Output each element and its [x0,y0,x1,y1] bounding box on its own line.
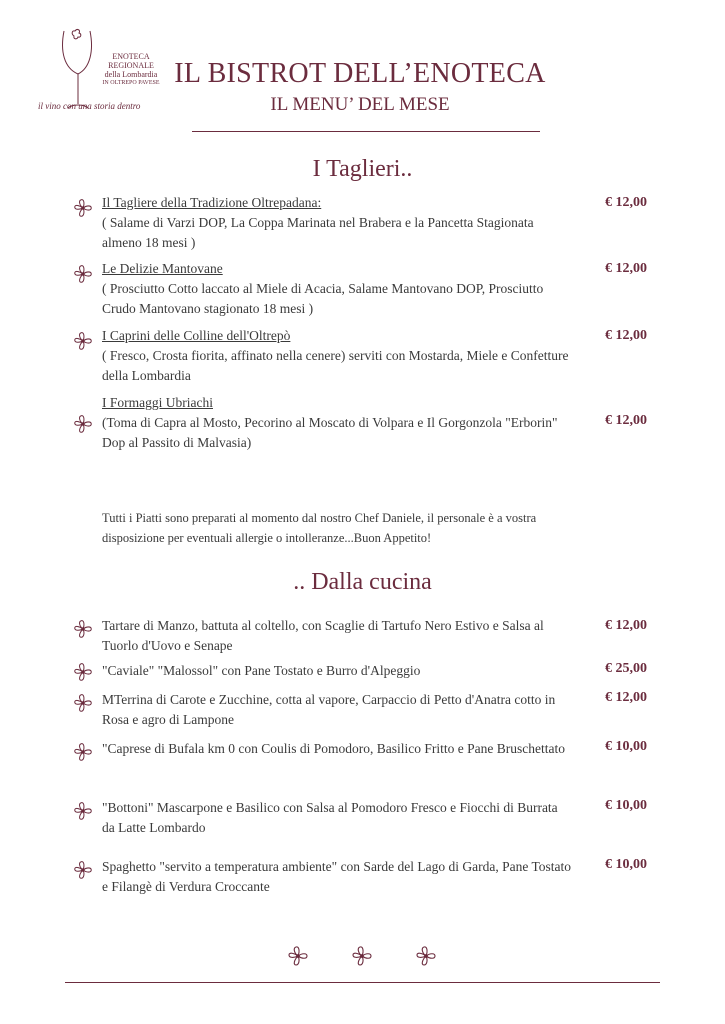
item-price: € 12,00 [605,413,647,428]
section-title-cucina: .. Dalla cucina [293,569,432,595]
flower-icon [72,800,94,822]
flower-icon [72,413,94,435]
flower-icon [72,618,94,640]
item-description: "Caviale" "Malossol" con Pane Tostato e Burro d'Alpeggio [102,663,421,678]
item-price: € 12,00 [605,690,647,705]
flower-icon [350,944,374,968]
flower-icon [72,859,94,881]
flower-icon [72,197,94,219]
item-description [102,193,572,253]
flower-icon [72,692,94,714]
item-description [102,259,572,319]
item-name: Il Tagliere della Tradizione Oltrepadana: [102,195,322,210]
flower-icon [72,330,94,352]
section-title-taglieri: I Taglieri.. [312,156,413,182]
item-detail: ( Fresco, Crosta fiorita, affinato nella cenere) serviti con Mostarda, Miele e Confetture della Lombardia [102,348,569,383]
logo-line-3: della Lombardia [104,70,158,79]
item-description [102,326,572,386]
item-description: "Bottoni" Mascarpone e Basilico con Salsa al Pomodoro Fresco e Fiocchi di Burrata da Latte Lombardo [102,800,558,835]
tagline: il vino con una storia dentro [38,101,141,111]
item-description: "Caprese di Bufala km 0 con Coulis di Pomodoro, Basilico Fritto e Pane Bruschettato [102,741,565,756]
item-detail: ( Salame di Varzi DOP, La Coppa Marinata nel Brabera e la Pancetta Stagionata almeno 18 mesi ) [102,215,534,250]
item-price: € 12,00 [605,195,647,210]
divider-top [192,131,540,132]
flower-icon [286,944,310,968]
item-price: € 10,00 [605,739,647,754]
chef-note: Tutti i Piatti sono preparati al momento dal nostro Chef Daniele, il personale è a vostra disposizione per eventuali allergie o intolleranze...Buon Appetito! [102,511,537,545]
item-price: € 25,00 [605,661,647,676]
flower-icon [72,661,94,683]
item-name: I Formaggi Ubriachi [102,395,213,410]
item-price: € 10,00 [605,798,647,813]
item-detail: (Toma di Capra al Mosto, Pecorino al Moscato di Volpara e Il Gorgonzola "Erborin" Dop al Passito di Malvasia) [102,415,558,450]
flower-icon [72,741,94,763]
flower-icon [72,263,94,285]
item-name: I Caprini delle Colline dell'Oltrepò [102,328,291,343]
page-subtitle: IL MENU’ DEL MESE [270,94,450,115]
item-description [102,393,572,453]
item-description: MTerrina di Carote e Zucchine, cotta al vapore, Carpaccio di Petto d'Anatra cotto in Rosa e agro di Lampone [102,692,556,727]
item-description: Spaghetto "servito a temperatura ambiente" con Sarde del Lago di Garda, Pane Tostato e Filangè di Verdura Croccante [102,859,572,894]
flower-icon [414,944,438,968]
logo-line-4: IN OLTREPO PAVESE [102,80,160,86]
item-price: € 12,00 [605,328,647,343]
item-description: Tartare di Manzo, battuta al coltello, con Scaglie di Tartufo Nero Estivo e Salsa al Tuorlo d'Uovo e Senape [102,618,544,653]
item-name: Le Delizie Mantovane [102,261,223,276]
item-price: € 12,00 [605,261,647,276]
item-price: € 12,00 [605,618,647,633]
item-price: € 10,00 [605,857,647,872]
logo-line-2: REGIONALE [108,61,154,70]
page-title: IL BISTROT DELL’ENOTECA [174,58,546,89]
item-detail: ( Prosciutto Cotto laccato al Miele di Acacia, Salame Mantovano DOP, Prosciutto Crudo Mantovano stagionato 18 mesi ) [102,281,544,316]
divider-bottom [65,982,660,983]
logo-line-1: ENOTECA [112,52,150,61]
